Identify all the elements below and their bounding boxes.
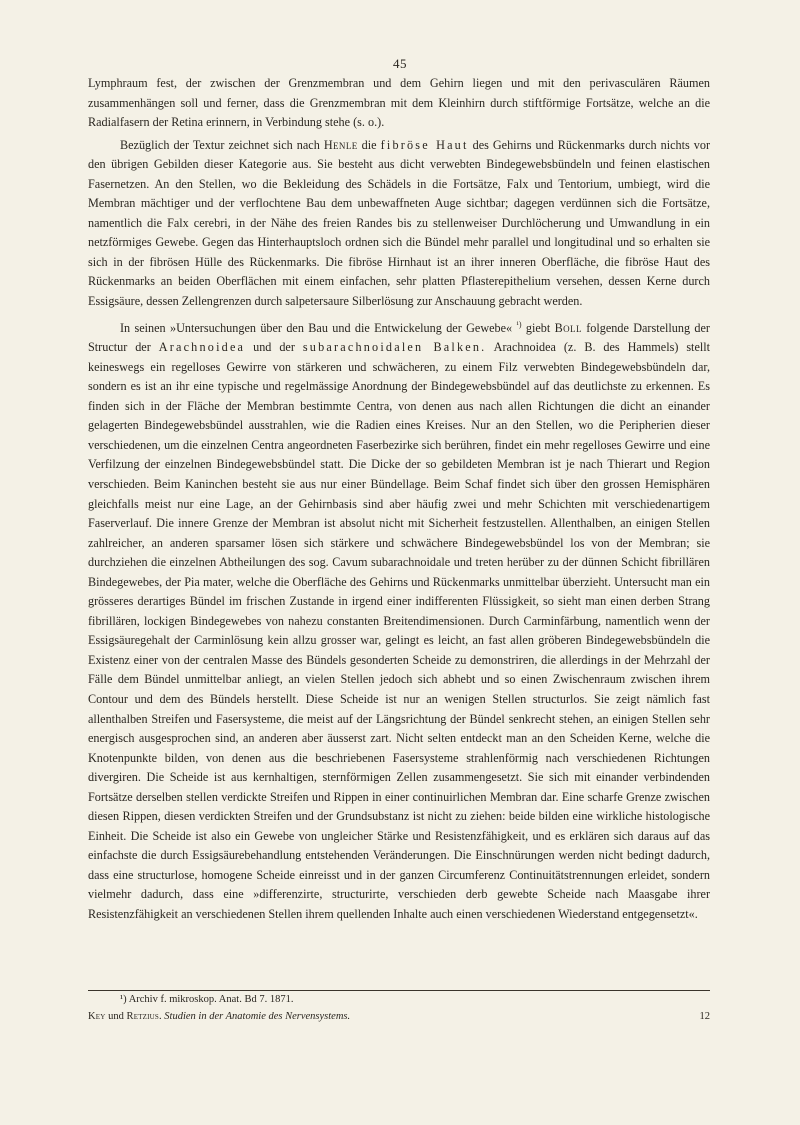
footer-signature: 12 [699,1011,710,1022]
author-name: Boll [554,320,582,335]
text-run: Lymphraum fest, der zwischen der Grenzmembran und dem Gehirn liegen und mit den perivasculären Räumen zusammenhängen soll und ferner, dass die Grenzmembran mit dem Kleinhirn durch stiftförmige Fortsätze, welche an die Radialfasern der Retina erinnern, in Verbindung stehe (s. o.). [88,76,710,130]
body-text [88,74,710,925]
text-run: des Gehirns und Rückenmarks durch nichts vor den übrigen Gebilden dieser Kategorie aus. Sie besteht aus dicht verwebten Bindegewebsbündeln und feinen elastischen Fasernetzen. An den Stellen, wo die Bekleidung des Schädels in die Fortsätze, Falx und Tentorium, umbiegt, wird die Membran mächtiger und der verflochtene Bau dem unbewaffneten Auge sichtbar; dagegen verdünnen sich die Fortsätze, namentlich die Falx cerebri, in der Nähe des freien Randes bis zu stellenweiser Durchlöcherung und Umwandlung in ein netzförmiges Gewebe. Gegen das Hinterhauptsloch ordnen sich die Bündel mehr parallel und longitudinal und so erhalten sie sich in der fibrösen Hülle des Rückenmarks. Die fibröse Hirnhaut ist an ihrer inneren Oberfläche, die fibröse Haut des Rückenmarks an beiden Oberflächen mit einem einfachen, sehr platten Pflasterepithelium versehen, dessen Kerne durch Essigsäure, dessen Zellengrenzen durch salpetersaure Silberlösung zur Anschauung gebracht werden. [88,137,711,309]
emphasized-term: Arachnoidea [158,340,246,355]
footer-author-key: Key [88,1011,106,1022]
author-name: Henle [323,137,358,152]
footnote-marker: ¹) [516,319,522,329]
footnote: ¹) Archiv f. mikroskop. Anat. Bd 7. 1871. [120,994,294,1005]
text-run: Bezüglich der Textur zeichnet sich nach [120,137,324,152]
footnote-rule [88,990,710,991]
paragraph [88,74,710,133]
text-run: Arachnoidea (z. B. des Hammels) stellt keineswegs ein regelloses Gewirre von stärkeren und schwächeren, zu einem Filz verwebten Bindegewebsbündeln dar, sondern es ist an ihr eine typische und regelmässige Anordnung der Bindegewebsbündel auf das deutlichste zu erkennen. Es finden sich in der Fläche der Membran bestimmte Centra, von denen aus nach allen Richtungen die dicht an einander gelagerten Bindegewebsbündel ausstrahlen, wie die Radien eines Kreises. Nur an den Stellen, wo die Peripherien dieser verschiedenen, um die einzelnen Centra angeordneten Faserbezirke sich berühren, findet ein mehr regelloses Gewirre und eine Verfilzung der einzelnen Bindegewebsbündel statt. Die Dicke der so gebildeten Membran ist je nach Thierart und Region verschieden. Beim Kaninchen besteht sie aus nur einer Bündellage. Beim Schaf findet sich über den grossen Hemisphären gleichfalls meist nur eine Lage, an der Gehirnbasis sind aber häufig zwei und mehr Schichten mit verschiedenartigem Faserverlauf. Die innere Grenze der Membran ist absolut nicht mit Sicherheit festzustellen. Allenthalben, an einigen Stellen zahlreicher, an anderen sparsamer lösen sich stärkere und schwächere Bindegewebsbündel los von der Membran; sie durchziehen die einzelnen Abtheilungen des sog. Cavum subarachnoidale und treten herüber zu der dünnen Schicht fibrillären Bindegewebes, der Pia mater, welche die Oberfläche des Gehirns und Rückenmarks unmittelbar überzieht. Untersucht man ein grösseres derartiges Bündel im frischen Zustande in irgend einer indifferenten Flüssigkeit, so sieht man einen derben Strang fibrillären, lockigen Bindegewebes von nahezu constanten Breitendimensionen. Durch Carminfärbung, namentlich wenn der Essigsäuregehalt der Carminlösung kein allzu grosser war, gelingt es leicht, an fast allen gröberen Bindegewebsbündeln die Existenz einer von der centralen Masse des Bündels gesonderten Scheide zu demonstriren, die allerdings in der Mehrzahl der Fälle dem Bündel unmittelbar anliegt, an vielen Stellen jedoch sich abhebt und so einen Zwischenraum zwischen ihrem Contour und dem des Bündels herstellt. Diese Scheide ist nur an wenigen Stellen structurlos. Sie zeigt nämlich fast allenthalben Streifen und Fasersysteme, die meist auf der Längsrichtung der Bündel senkrecht stehen, an einigen Stellen sehr energisch ausgesprochen sind, an anderen aber äusserst zart. Nicht selten entdeckt man an den Scheiden Kerne, welche die Knotenpunkte bilden, von denen aus die beschriebenen Fasersysteme strahlenförmig nach verschiedenen Richtungen divergiren. Die Scheide ist aus kernhaltigen, sternförmigen Zellen zusammengesetzt. Sie sich mit einander verbindenden Fortsätze derselben stellen verdickte Streifen und Rippen in einer continuirlichen Membran dar. Eine scharfe Grenze zwischen diesen Rippen, diesen verdickten Streifen und der Grundsubstanz ist nicht zu ziehen: beide bilden eine wirkliche histologische Einheit. Die Scheide ist also ein Gewebe von ungleicher Stärke und Resistenzfähigkeit, und es erklären sich daraus auf das einfachste die durch Essigsäurebehandlung entstehenden Veränderungen. Die Einschnürungen werden nicht bedingt dadurch, dass eine structurlose, homogene Scheide einreisst und in der ganzen Circumferenz Continuitätstrennungen erleidet, sondern vielmehr dadurch, dass eine »differenzirte, structurirte, verschieden derb gewebte Scheide nach Maasgabe ihrer Resistenzfähigkeit an verschiedenen Stellen ihrem quellenden Inhalte auch einen verschiedenen Wiederstand entgegensetzt«. [88,340,711,922]
footer-citation [88,1010,350,1024]
text-run: die [357,137,381,152]
paragraph [88,315,710,925]
footer-book-title: Studien in der Anatomie des Nervensystems. [164,1011,351,1022]
footer-author-joiner: und [105,1011,127,1022]
page-number: 45 [393,56,407,71]
paragraph [88,136,710,312]
text-run: folgende Darstellung der Structur der [88,320,710,355]
text-run: In seinen »Untersuchungen über den Bau und die Entwickelung der Gewebe« [120,320,517,335]
text-run: und der [245,340,303,355]
text-run: giebt [521,320,555,335]
footer-separator: . [159,1011,165,1022]
footer-author-retzius: Retzius [126,1011,160,1022]
emphasized-term: fibröse Haut [380,137,469,152]
emphasized-term: subarachnoidalen Balken. [302,340,487,355]
